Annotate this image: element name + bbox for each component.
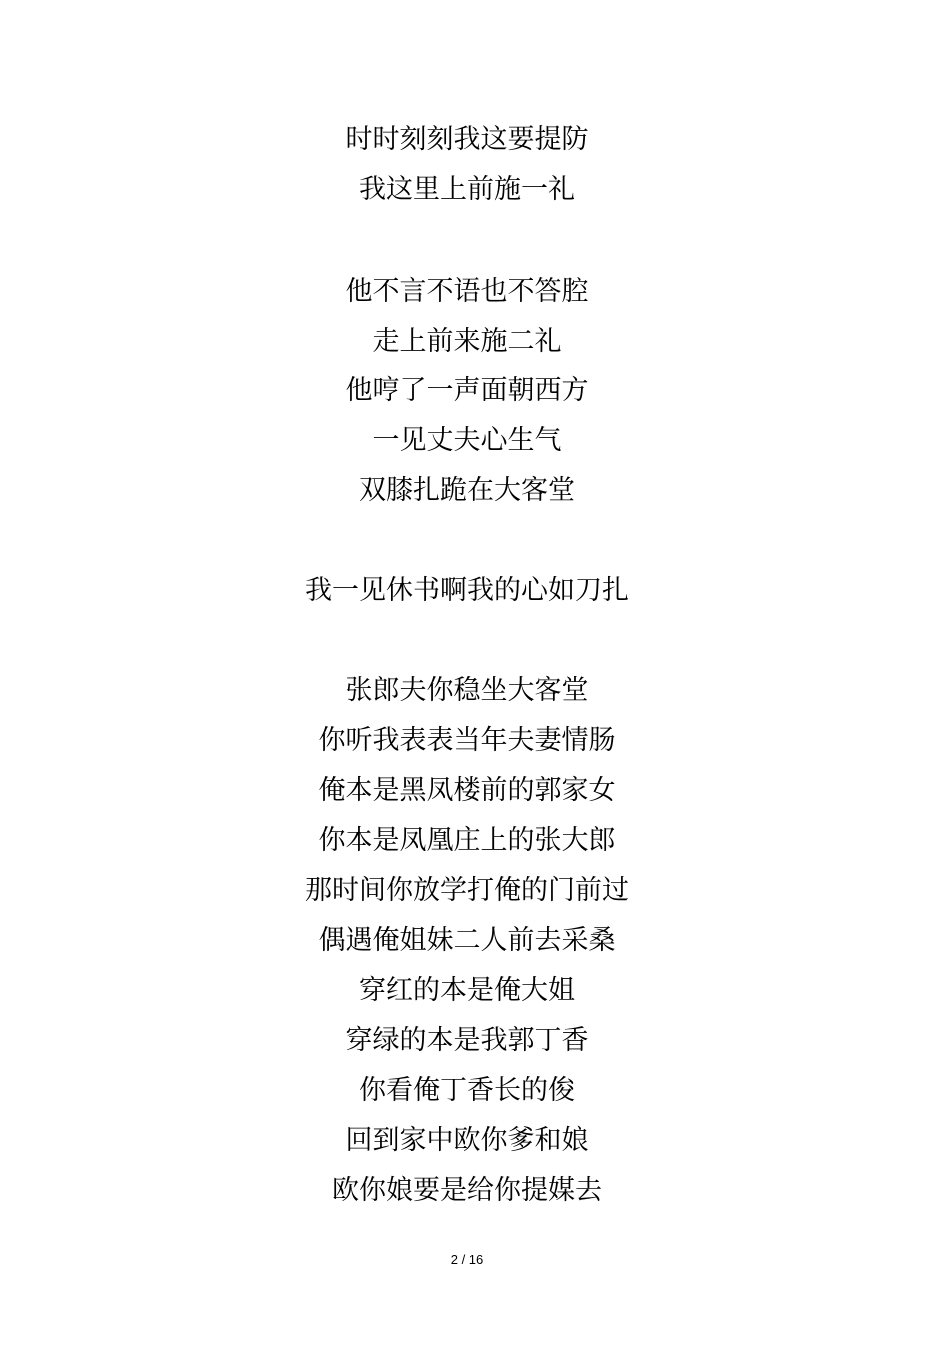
verse-line: 欧你娘要是给你提媒去 — [332, 1175, 602, 1206]
verse-line: 双膝扎跪在大客堂 — [359, 475, 575, 506]
verse-line: 张郎夫你稳坐大客堂 — [345, 675, 589, 706]
verse-line: 时时刻刻我这要提防 — [345, 124, 589, 155]
verse-line: 穿绿的本是我郭丁香 — [345, 1025, 589, 1056]
verse-line: 俺本是黑凤楼前的郭家女 — [318, 775, 616, 806]
verse-line: 你听我表表当年夫妻情肠 — [318, 725, 616, 756]
verse-line: 你本是凤凰庄上的张大郎 — [318, 825, 616, 856]
verse-line: 他不言不语也不答腔 — [345, 276, 589, 307]
verse-line: 那时间你放学打俺的门前过 — [305, 875, 629, 906]
verse-line: 穿红的本是俺大姐 — [359, 975, 575, 1006]
verse-line: 回到家中欧你爹和娘 — [345, 1125, 589, 1156]
verse-line: 你看俺丁香长的俊 — [359, 1075, 575, 1106]
verse-line: 走上前来施二礼 — [372, 326, 562, 357]
verse-line: 我这里上前施一礼 — [359, 174, 575, 205]
page-number: 2 / 16 — [450, 1252, 484, 1267]
verse-line: 偶遇俺姐妹二人前去采桑 — [318, 925, 616, 956]
verse-line: 一见丈夫心生气 — [372, 425, 562, 456]
verse-line: 他哼了一声面朝西方 — [345, 375, 589, 406]
verse-line: 我一见休书啊我的心如刀扎 — [305, 575, 629, 606]
